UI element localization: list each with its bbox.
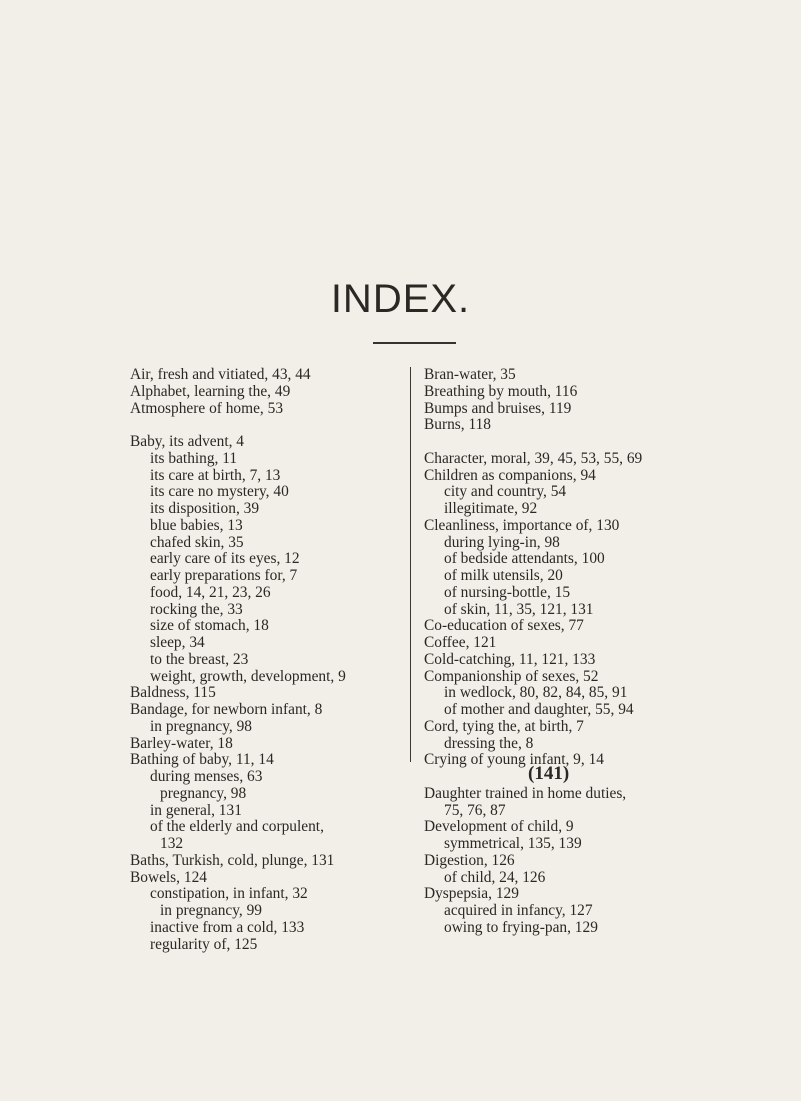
index-entry: Digestion, 126	[424, 851, 515, 869]
index-entry: Development of child, 9	[424, 818, 574, 836]
index-subentry: weight, growth, development, 9	[150, 667, 346, 685]
index-subentry: during lying-in, 98	[444, 533, 560, 551]
index-subentry: in wedlock, 80, 82, 84, 85, 91	[444, 684, 628, 702]
index-subentry: of nursing-bottle, 15	[444, 583, 571, 601]
index-entry: Crying of young infant, 9, 14	[424, 751, 604, 769]
index-subentry: inactive from a cold, 133	[150, 918, 305, 936]
index-subentry: early preparations for, 7	[150, 567, 298, 584]
index-subentry: in general, 131	[150, 801, 242, 819]
page-number: (141)	[528, 763, 570, 784]
index-subentry: its care no mystery, 40	[150, 483, 289, 501]
index-subentry: illegitimate, 92	[444, 500, 538, 517]
index-subentry: city and country, 54	[444, 483, 567, 501]
index-entry: Cord, tying the, at birth, 7	[424, 717, 584, 735]
index-subentry: its disposition, 39	[150, 500, 260, 517]
page-title: INDEX.	[330, 277, 471, 321]
index-column-left	[130, 367, 405, 953]
index-entry: Barley-water, 18	[130, 734, 233, 752]
index-subentry: food, 14, 21, 23, 26	[150, 583, 271, 601]
index-entry: Bran-water, 35	[424, 366, 516, 383]
section-gap	[130, 417, 405, 434]
index-entry: Baths, Turkish, cold, plunge, 131	[130, 851, 335, 869]
index-entry: Dyspepsia, 129	[424, 885, 519, 903]
index-subentry: 132	[160, 835, 184, 852]
index-entry: Bathing of baby, 11, 14	[130, 751, 274, 769]
index-subentry: during menses, 63	[150, 768, 263, 785]
index-subentry: blue babies, 13	[150, 516, 243, 534]
index-subentry: to the breast, 23	[150, 650, 249, 668]
index-entry: Cleanliness, importance of, 130	[424, 516, 620, 534]
index-subentry: of the elderly and corpulent,	[150, 818, 324, 836]
index-entry: Air, fresh and vitiated, 43, 44	[130, 366, 311, 383]
index-subentry: of bedside attendants, 100	[444, 550, 605, 568]
index-subentry: its bathing, 11	[150, 449, 238, 467]
index-entry: Baldness, 115	[130, 684, 216, 702]
index-subentry: early care of its eyes, 12	[150, 550, 300, 568]
index-entry: Character, moral, 39, 45, 53, 55, 69	[424, 449, 643, 467]
index-subentry: of milk utensils, 20	[444, 567, 563, 584]
index-subentry: symmetrical, 135, 139	[444, 835, 582, 852]
index-subentry: rocking the, 33	[150, 600, 243, 618]
index-subentry: constipation, in infant, 32	[150, 885, 308, 903]
index-entry: Coffee, 121	[424, 634, 497, 651]
index-subentry: of mother and daughter, 55, 94	[444, 701, 634, 718]
index-column-right	[424, 367, 714, 937]
index-subentry: size of stomach, 18	[150, 617, 269, 635]
index-subentry: 75, 76, 87	[444, 801, 506, 819]
index-entry: Burns, 118	[424, 416, 491, 434]
index-subentry: sleep, 34	[150, 634, 205, 651]
index-entry: Bandage, for newborn infant, 8	[130, 701, 323, 718]
index-subentry: of skin, 11, 35, 121, 131	[444, 600, 594, 618]
index-subentry: chafed skin, 35	[150, 533, 244, 551]
index-entry: Co-education of sexes, 77	[424, 617, 584, 635]
index-entry: Bowels, 124	[130, 868, 207, 886]
index-subentry: dressing the, 8	[444, 734, 534, 752]
index-subentry: in pregnancy, 99	[160, 902, 262, 919]
index-subentry: pregnancy, 98	[160, 784, 247, 802]
index-entry: Daughter trained in home duties,	[424, 784, 627, 802]
index-subentry: in pregnancy, 98	[150, 717, 252, 735]
index-entry: Alphabet, learning the, 49	[130, 382, 291, 400]
section-gap	[424, 434, 714, 451]
index-subentry: acquired in infancy, 127	[444, 902, 593, 919]
index-subentry: regularity of, 125	[150, 935, 258, 953]
index-entry: Cold-catching, 11, 121, 133	[424, 650, 596, 668]
index-subentry: owing to frying-pan, 129	[444, 918, 598, 936]
index-entry: Atmosphere of home, 53	[130, 399, 284, 417]
index-entry: Baby, its advent, 4	[130, 433, 244, 450]
index-entry: Companionship of sexes, 52	[424, 667, 599, 685]
title-rule	[373, 342, 456, 344]
index-subentry: its care at birth, 7, 13	[150, 466, 281, 484]
column-divider	[410, 367, 411, 762]
index-entry: Breathing by mouth, 116	[424, 382, 578, 400]
index-subentry: of child, 24, 126	[444, 868, 546, 886]
index-entry: Children as companions, 94	[424, 466, 596, 484]
index-entry: Bumps and bruises, 119	[424, 399, 572, 417]
